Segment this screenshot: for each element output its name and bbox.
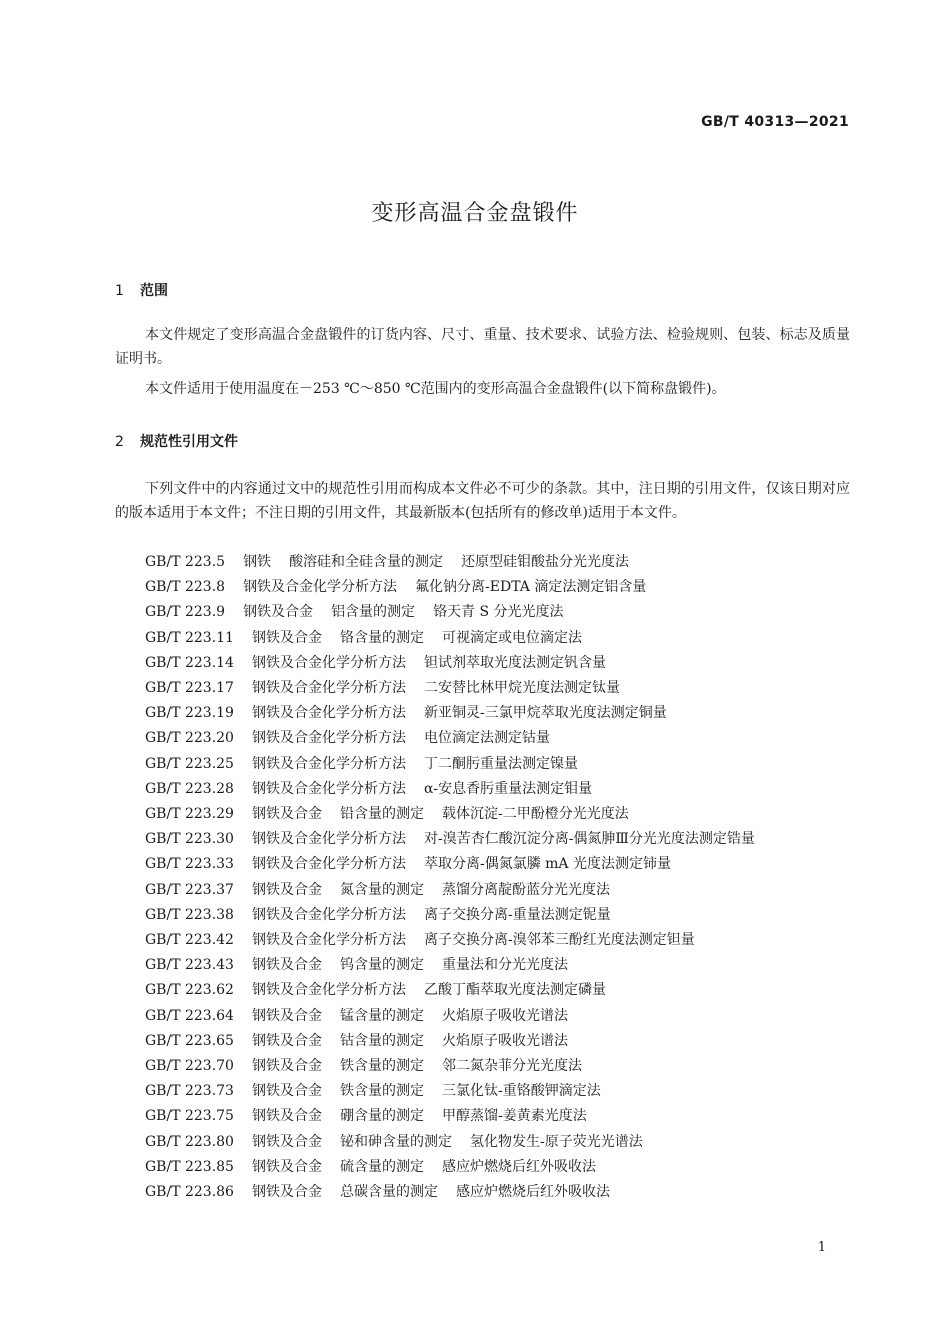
- scope-paragraph-1: 本文件规定了变形高温合金盘锻件的订货内容、尺寸、重量、技术要求、试验方法、检验规则、包装、标志及质量证明书。: [115, 327, 850, 367]
- reference-title: 钢铁及合金化学分析方法: [251, 856, 406, 873]
- reference-item: [115, 1029, 850, 1054]
- reference-code: GB/T 223.73: [145, 1083, 234, 1100]
- reference-item: [115, 575, 850, 600]
- reference-subject: 氮含量的测定: [339, 881, 424, 898]
- reference-item: [115, 1004, 850, 1029]
- document-title: 变形高温合金盘锻件: [371, 201, 579, 226]
- standard-number: GB/T 40313—2021: [701, 114, 849, 130]
- reference-item: [115, 752, 850, 777]
- reference-subject: 铁含量的测定: [339, 1058, 424, 1075]
- reference-code: GB/T 223.64: [145, 1007, 234, 1024]
- reference-subject: 锰含量的测定: [339, 1007, 424, 1024]
- reference-method: 萃取分离-偶氮氯膦 mA 光度法测定铈量: [423, 856, 671, 873]
- reference-title: 钢铁及合金: [251, 957, 322, 974]
- page-number: 1: [817, 1240, 826, 1255]
- reference-method: 火焰原子吸收光谱法: [441, 1007, 568, 1024]
- reference-title: 钢铁及合金: [251, 1184, 322, 1201]
- section-1-heading: [115, 280, 168, 300]
- section-number: 1: [115, 283, 124, 299]
- reference-item: [115, 600, 850, 625]
- reference-item: [115, 550, 850, 575]
- reference-title: 钢铁及合金化学分析方法: [251, 654, 406, 671]
- section-number: 2: [115, 434, 124, 450]
- reference-subject: 钨含量的测定: [339, 957, 424, 974]
- reference-code: GB/T 223.19: [145, 705, 234, 722]
- reference-code: GB/T 223.65: [145, 1032, 234, 1049]
- reference-method: 感应炉燃烧后红外吸收法: [455, 1184, 610, 1201]
- reference-code: GB/T 223.29: [145, 806, 234, 823]
- reference-title: 钢铁及合金: [243, 604, 314, 621]
- reference-code: GB/T 223.62: [145, 982, 234, 999]
- reference-item: [115, 827, 850, 852]
- reference-title: 钢铁及合金化学分析方法: [251, 780, 406, 797]
- reference-method: 钽试剂萃取光度法测定钒含量: [423, 654, 606, 671]
- reference-item: [115, 777, 850, 802]
- reference-method: 新亚铜灵-三氯甲烷萃取光度法测定铜量: [423, 705, 667, 722]
- reference-item: [115, 1054, 850, 1079]
- reference-method: 离子交换分离-溴邻苯三酚红光度法测定钽量: [423, 932, 695, 949]
- reference-method: 感应炉燃烧后红外吸收法: [441, 1158, 596, 1175]
- section-2-heading: [115, 431, 238, 451]
- reference-item: [115, 978, 850, 1003]
- reference-item: [115, 651, 850, 676]
- reference-subject: 钴含量的测定: [339, 1032, 424, 1049]
- references-intro: 下列文件中的内容通过文中的规范性引用而构成本文件必不可少的条款。其中，注日期的引用文件，仅该日期对应的版本适用于本文件；不注日期的引用文件，其最新版本(包括所有的修改单)适用于本文件。: [115, 481, 850, 521]
- reference-method: 三氯化钛-重铬酸钾滴定法: [441, 1083, 601, 1100]
- reference-title: 钢铁及合金: [251, 1133, 322, 1150]
- reference-subject: 总碳含量的测定: [339, 1184, 438, 1201]
- reference-item: [115, 802, 850, 827]
- reference-title: 钢铁: [243, 554, 272, 570]
- reference-subject: 硼含量的测定: [339, 1108, 424, 1125]
- reference-subject: 铝含量的测定: [331, 604, 416, 621]
- reference-code: GB/T 223.5: [145, 554, 226, 570]
- reference-subject: 铬含量的测定: [339, 629, 424, 646]
- reference-item: [115, 928, 850, 953]
- reference-title: 钢铁及合金: [251, 1083, 322, 1100]
- reference-title: 钢铁及合金化学分析方法: [251, 755, 406, 772]
- reference-method: α-安息香肟重量法测定钼量: [423, 780, 593, 797]
- reference-code: GB/T 223.20: [145, 730, 234, 747]
- reference-item: [115, 852, 850, 877]
- reference-item: [115, 903, 850, 928]
- reference-method: 对-溴苦杏仁酸沉淀分离-偶氮胂Ⅲ分光光度法测定锆量: [423, 831, 755, 848]
- reference-item: [115, 626, 850, 651]
- reference-method: 邻二氮杂菲分光光度法: [441, 1058, 582, 1075]
- reference-code: GB/T 223.38: [145, 906, 234, 923]
- reference-item: [115, 1079, 850, 1104]
- reference-method: 甲醇蒸馏-姜黄素光度法: [441, 1108, 587, 1125]
- reference-code: GB/T 223.42: [145, 932, 234, 949]
- reference-code: GB/T 223.25: [145, 755, 234, 772]
- reference-code: GB/T 223.43: [145, 957, 234, 974]
- reference-method: 可视滴定或电位滴定法: [441, 629, 582, 646]
- reference-item: [115, 953, 850, 978]
- reference-method: 丁二酮肟重量法测定镍量: [423, 755, 578, 772]
- reference-title: 钢铁及合金化学分析方法: [251, 932, 406, 949]
- reference-code: GB/T 223.37: [145, 881, 234, 898]
- reference-method: 火焰原子吸收光谱法: [441, 1032, 568, 1049]
- reference-item: [115, 1130, 850, 1155]
- reference-subject: 硫含量的测定: [339, 1158, 424, 1175]
- reference-method: 还原型硅钼酸盐分光光度法: [461, 554, 630, 570]
- reference-method: 氢化物发生-原子荧光光谱法: [469, 1133, 643, 1150]
- reference-code: GB/T 223.33: [145, 856, 234, 873]
- reference-code: GB/T 223.86: [145, 1184, 234, 1201]
- reference-subject: 酸溶硅和全硅含量的测定: [289, 554, 444, 570]
- reference-code: GB/T 223.70: [145, 1058, 234, 1075]
- reference-method: 铬天青 S 分光光度法: [433, 604, 564, 621]
- reference-title: 钢铁及合金化学分析方法: [251, 730, 406, 747]
- reference-code: GB/T 223.11: [145, 629, 234, 646]
- reference-title: 钢铁及合金: [251, 1158, 322, 1175]
- reference-item: [115, 878, 850, 903]
- reference-item: [115, 676, 850, 701]
- reference-title: 钢铁及合金: [251, 1032, 322, 1049]
- reference-title: 钢铁及合金: [251, 629, 322, 646]
- scope-paragraph-2: 本文件适用于使用温度在－253 ℃～850 ℃范围内的变形高温合金盘锻件(以下简称盘锻件)。: [145, 381, 726, 397]
- reference-title: 钢铁及合金化学分析方法: [251, 705, 406, 722]
- reference-title: 钢铁及合金: [251, 806, 322, 823]
- reference-subject: 铁含量的测定: [339, 1083, 424, 1100]
- reference-title: 钢铁及合金: [251, 1058, 322, 1075]
- reference-code: GB/T 223.8: [145, 579, 226, 596]
- reference-method: 载体沉淀-二甲酚橙分光光度法: [441, 806, 629, 823]
- reference-item: [115, 1155, 850, 1180]
- reference-code: GB/T 223.17: [145, 680, 234, 697]
- reference-title: 钢铁及合金化学分析方法: [243, 579, 398, 596]
- reference-method: 电位滴定法测定钴量: [423, 730, 550, 747]
- reference-method: 蒸馏分离靛酚蓝分光光度法: [441, 881, 610, 898]
- reference-title: 钢铁及合金: [251, 1108, 322, 1125]
- reference-title: 钢铁及合金: [251, 1007, 322, 1024]
- reference-code: GB/T 223.9: [145, 604, 226, 621]
- section-title: 规范性引用文件: [140, 434, 238, 450]
- reference-item: [115, 701, 850, 726]
- reference-method: 乙酸丁酯萃取光度法测定磷量: [423, 982, 606, 999]
- reference-subject: 铋和砷含量的测定: [339, 1133, 452, 1150]
- reference-code: GB/T 223.80: [145, 1133, 234, 1150]
- reference-list: [115, 550, 850, 1205]
- reference-title: 钢铁及合金化学分析方法: [251, 906, 406, 923]
- reference-title: 钢铁及合金化学分析方法: [251, 982, 406, 999]
- reference-code: GB/T 223.75: [145, 1108, 234, 1125]
- reference-item: [115, 1180, 850, 1205]
- reference-method: 重量法和分光光度法: [441, 957, 568, 974]
- reference-item: [115, 726, 850, 751]
- reference-code: GB/T 223.85: [145, 1158, 234, 1175]
- reference-code: GB/T 223.28: [145, 780, 234, 797]
- section-title: 范围: [140, 283, 168, 299]
- reference-code: GB/T 223.14: [145, 654, 234, 671]
- reference-method: 二安替比林甲烷光度法测定钛量: [423, 680, 620, 697]
- reference-item: [115, 1104, 850, 1129]
- reference-method: 离子交换分离-重量法测定铌量: [423, 906, 611, 923]
- reference-subject: 铅含量的测定: [339, 806, 424, 823]
- reference-code: GB/T 223.30: [145, 831, 234, 848]
- reference-title: 钢铁及合金: [251, 881, 322, 898]
- reference-title: 钢铁及合金化学分析方法: [251, 680, 406, 697]
- reference-method: 氟化钠分离-EDTA 滴定法测定铝含量: [415, 579, 647, 596]
- reference-title: 钢铁及合金化学分析方法: [251, 831, 406, 848]
